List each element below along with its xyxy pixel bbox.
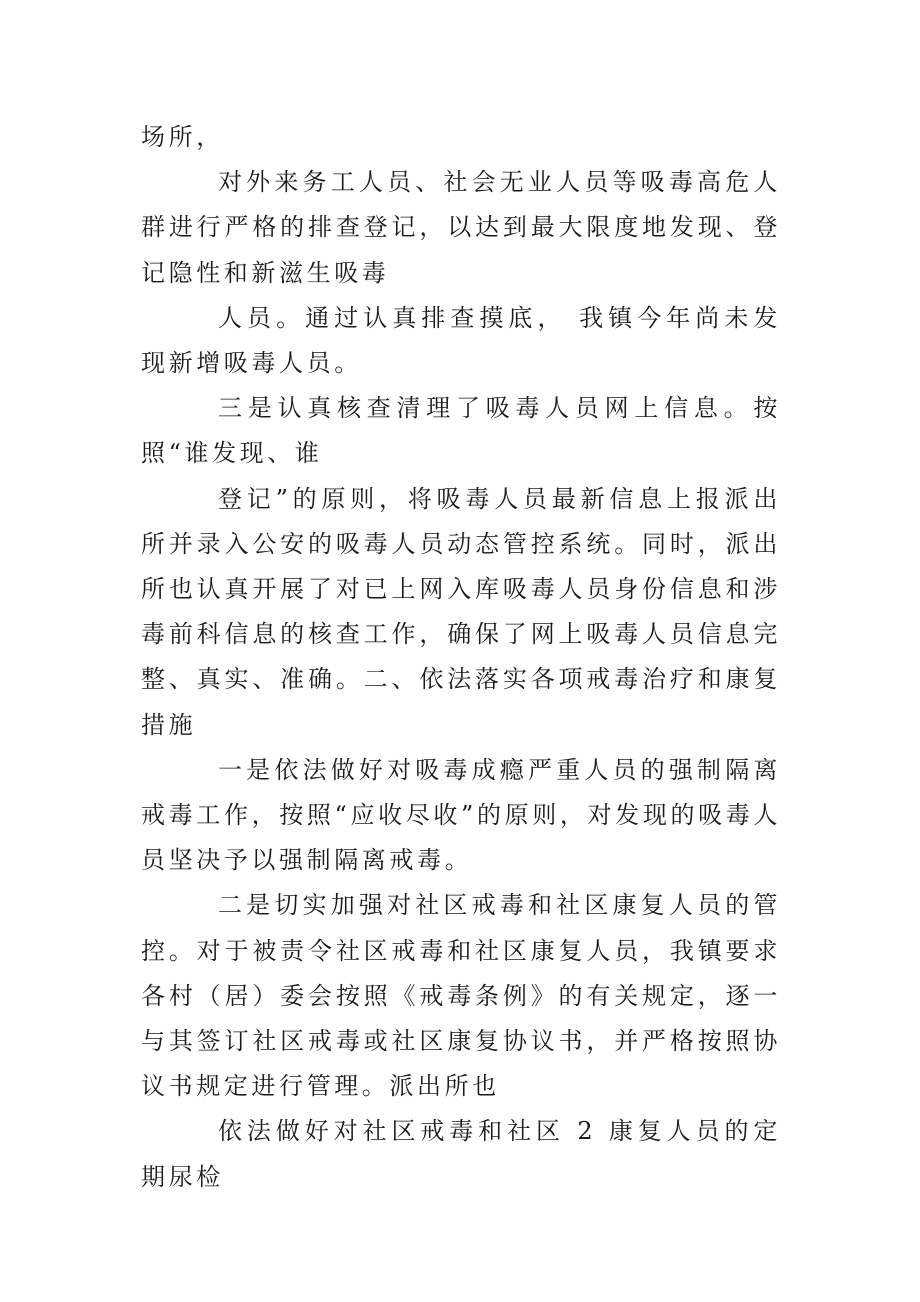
paragraph-registration-principle: 登记”的原则，将吸毒人员最新信息上报派出所并录入公安的吸毒人员动态管控系统。同时，派出所也认真开展了对已上网入库吸毒人员身份信息和涉毒前科信息的核查工作，确保了网上吸毒人员信息完整、真实、准确。二、依法落实各项戒毒治疗和康复措施 xyxy=(141,484,781,739)
paragraph-screening-result: 人员。通过认真排查摸底， 我镇今年尚未发现新增吸毒人员。 xyxy=(141,303,781,378)
paragraph-high-risk-screening: 对外来务工人员、社会无业人员等吸毒高危人群进行严格的排查登记，以达到最大限度地发现、登记隐性和新滋生吸毒 xyxy=(141,168,781,287)
paragraph-venues-fragment: 场所， xyxy=(141,123,224,151)
document-body xyxy=(141,115,781,1200)
paragraph-compulsory-isolation: 一是依法做好对吸毒成瘾严重人员的强制隔离戒毒工作，按照“应收尽收”的原则，对发现的吸毒人员坚决予以强制隔离戒毒。 xyxy=(141,755,781,875)
paragraph-community-control: 二是切实加强对社区戒毒和社区康复人员的管控。对于被责令社区戒毒和社区康复人员，我镇要求各村（居）委会按照《戒毒条例》的有关规定，逐一与其签订社区戒毒或社区康复协议书，并严格按照协议书规定进行管理。派出所也 xyxy=(141,891,781,1101)
paragraph-urine-test: 依法做好对社区戒毒和社区 2 康复人员的定期尿检 xyxy=(141,1117,781,1191)
paragraph-online-info-check: 三是认真核查清理了吸毒人员网上信息。按照“谁发现、谁 xyxy=(141,394,781,468)
